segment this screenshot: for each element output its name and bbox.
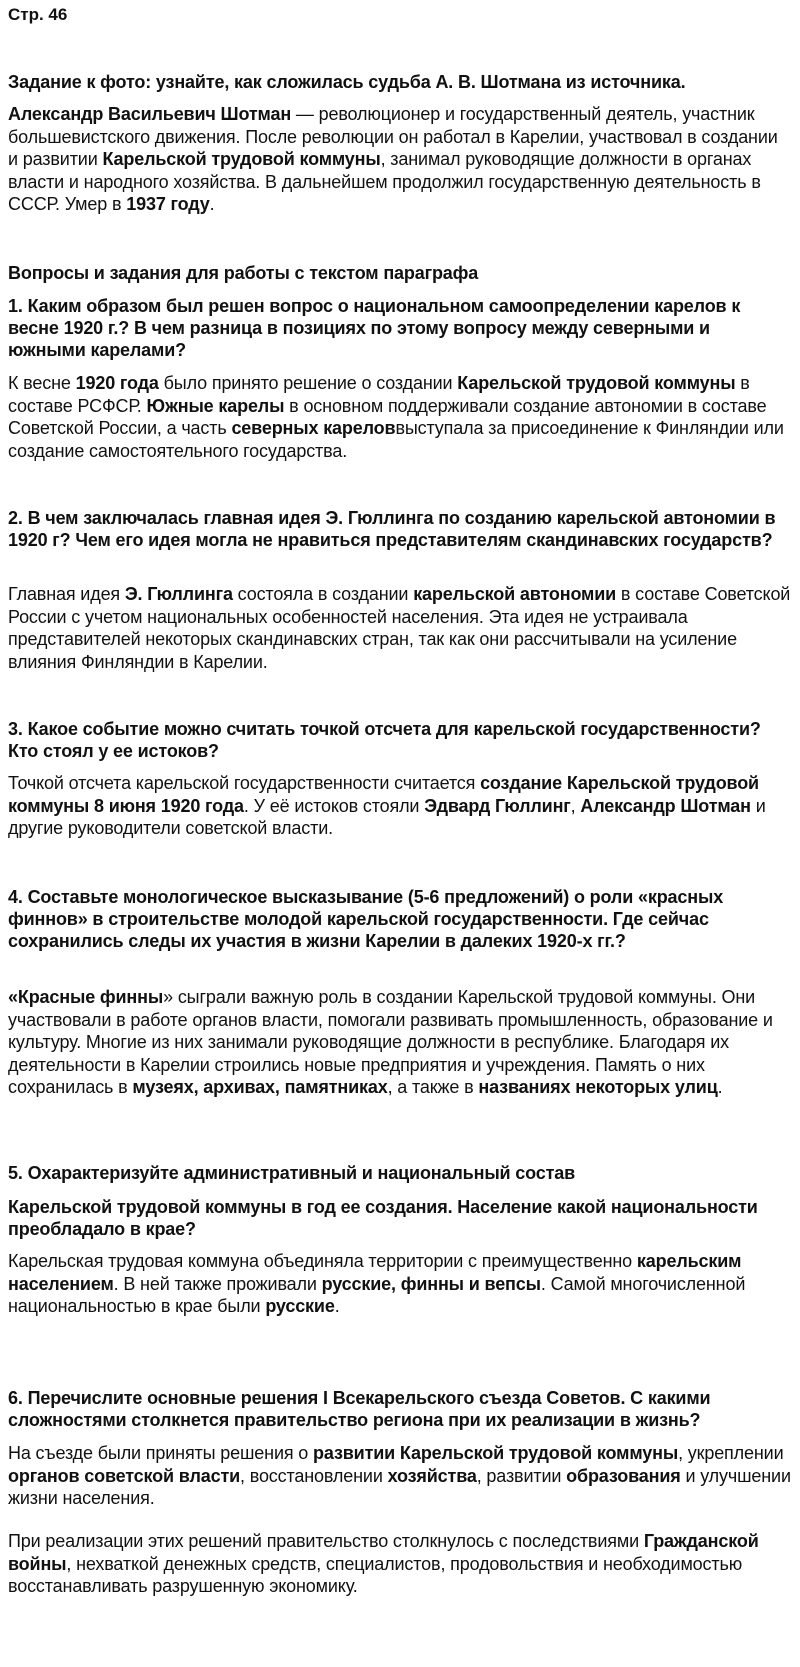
bold-text: развитии Карельской трудовой коммуны: [313, 1443, 679, 1463]
bold-text: русские, финны и вепсы: [321, 1273, 541, 1294]
bold-text: Э. Гюллинга: [124, 584, 233, 604]
answer-1: К весне 1920 года было принято решение о создании Карельской трудовой коммуны в составе РСФСР. Южные карелы в основном поддерживали создание автономии в составе Советской России, а часть северных кареловвыступала за присоединение к Финляндии или создание самостоятельного государства.: [8, 373, 784, 461]
answer-2: Главная идея Э. Гюллинга состояла в создании карельской автономии в составе Советской России с учетом национальных особенностей населения. Эта идея не устраивала представителей некоторых скандинавских стран, так как они рассчитывали на усиление влияния Финляндии в Карелии.: [8, 584, 791, 672]
bold-text: музеях, архивах, памятниках: [132, 1077, 388, 1097]
bold-text: Эдвард Гюллинг: [424, 795, 571, 816]
bold-text: образования: [566, 1465, 681, 1486]
bold-text: Южные карелы: [146, 395, 285, 416]
bold-text: русские: [265, 1296, 335, 1316]
question-2: 2. В чем заключалась главная идея Э. Гюллинга по созданию карельской автономии в 1920 г? Чем его идея могла не нравиться представителям скандинавских государств?: [8, 508, 776, 550]
bold-text: «Красные финны: [8, 987, 164, 1007]
bold-text: карельским населением: [8, 1251, 742, 1294]
bold-text: 1920 года: [75, 373, 159, 393]
bold-text: Александр Шотман: [580, 795, 751, 816]
answer-6-part2: При реализации этих решений правительство столкнулось с последствиями Гражданской войны, нехваткой денежных средств, специалистов, продовольствия и необходимостью восстанавливать разрушенную экономику.: [8, 1531, 759, 1596]
page-number: Стр. 46: [8, 5, 68, 24]
bold-text: Карельской трудовой коммуны: [102, 149, 381, 169]
bold-text: создание Карельской трудовой коммуны 8 июня 1920 года: [8, 773, 759, 816]
bold-text: Карельской трудовой коммуны: [457, 373, 736, 393]
answer-4: «Красные финны» сыграли важную роль в создании Карельской трудовой коммуны. Они участвовали в работе органов власти, помогали развивать промышленность, образование и культуру. Многие из них занимали руководящие должности в республике. Благодаря их деятельности в Карелии строились новые предприятия и учреждения. Память о них сохранилась в музеях, архивах, памятниках, а также в названиях некоторых улиц.: [8, 987, 773, 1097]
bold-text: карельской автономии: [413, 584, 617, 604]
bold-text: 1937 году: [126, 194, 210, 214]
answer-5: Карельская трудовая коммуна объединяла территории с преимущественно карельским населением. В ней также проживали русские, финны и вепсы. Самой многочисленной национальностью в крае были русские.: [8, 1251, 746, 1316]
bold-text: хозяйства: [387, 1465, 477, 1486]
photo-task-title: Задание к фото: узнайте, как сложилась судьба А. В. Шотмана из источника.: [8, 72, 686, 92]
photo-task-answer: Александр Васильевич Шотман — революционер и государственный деятель, участник большевистского движения. После революции он работал в Карелии, участвовал в создании и развитии Карельской трудовой коммуны, занимал руководящие должности в органах власти и народного хозяйства. В дальнейшем продолжил государственную деятельность в СССР. Умер в 1937 году.: [8, 104, 778, 214]
answer-6-part1: На съезде были приняты решения о развитии Карельской трудовой коммуны, укреплении органов советской власти, восстановлении хозяйства, развитии образования и улучшении жизни населения.: [8, 1443, 791, 1508]
question-4: 4. Составьте монологическое высказывание (5-6 предложений) о роли «красных финнов» в строительстве молодой карельской государственности. Где сейчас сохранились следы их участия в жизни Карелии в далеких 1920-х гг.?: [8, 887, 724, 951]
bold-text: северных карелов: [231, 418, 396, 438]
question-5-line2: Карельской трудовой коммуны в год ее создания. Население какой национальности преобладало в крае?: [8, 1197, 758, 1239]
question-1: 1. Каким образом был решен вопрос о национальном самоопределении карелов к весне 1920 г.? В чем разница в позициях по этому вопросу между северными и южными карелами?: [8, 296, 741, 360]
bold-text: Гражданской войны: [8, 1531, 759, 1574]
question-3: 3. Какое событие можно считать точкой отсчета для карельской государственности? Кто стоял у ее истоков?: [8, 719, 761, 761]
bold-text: названиях некоторых улиц: [478, 1077, 718, 1097]
question-5-line1: 5. Охарактеризуйте административный и национальный состав: [8, 1163, 576, 1183]
question-6: 6. Перечислите основные решения I Всекарельского съезда Советов. С какими сложностями столкнется правительство региона при их реализации в жизнь?: [8, 1388, 711, 1430]
bold-text: Александр Васильевич Шотман: [8, 104, 292, 124]
answer-3: Точкой отсчета карельской государственности считается создание Карельской трудовой коммуны 8 июня 1920 года. У её истоков стояли Эдвард Гюллинг, Александр Шотман и другие руководители советской власти.: [8, 773, 766, 838]
bold-text: органов советской власти: [8, 1465, 241, 1486]
section-title: Вопросы и задания для работы с текстом параграфа: [8, 263, 479, 283]
